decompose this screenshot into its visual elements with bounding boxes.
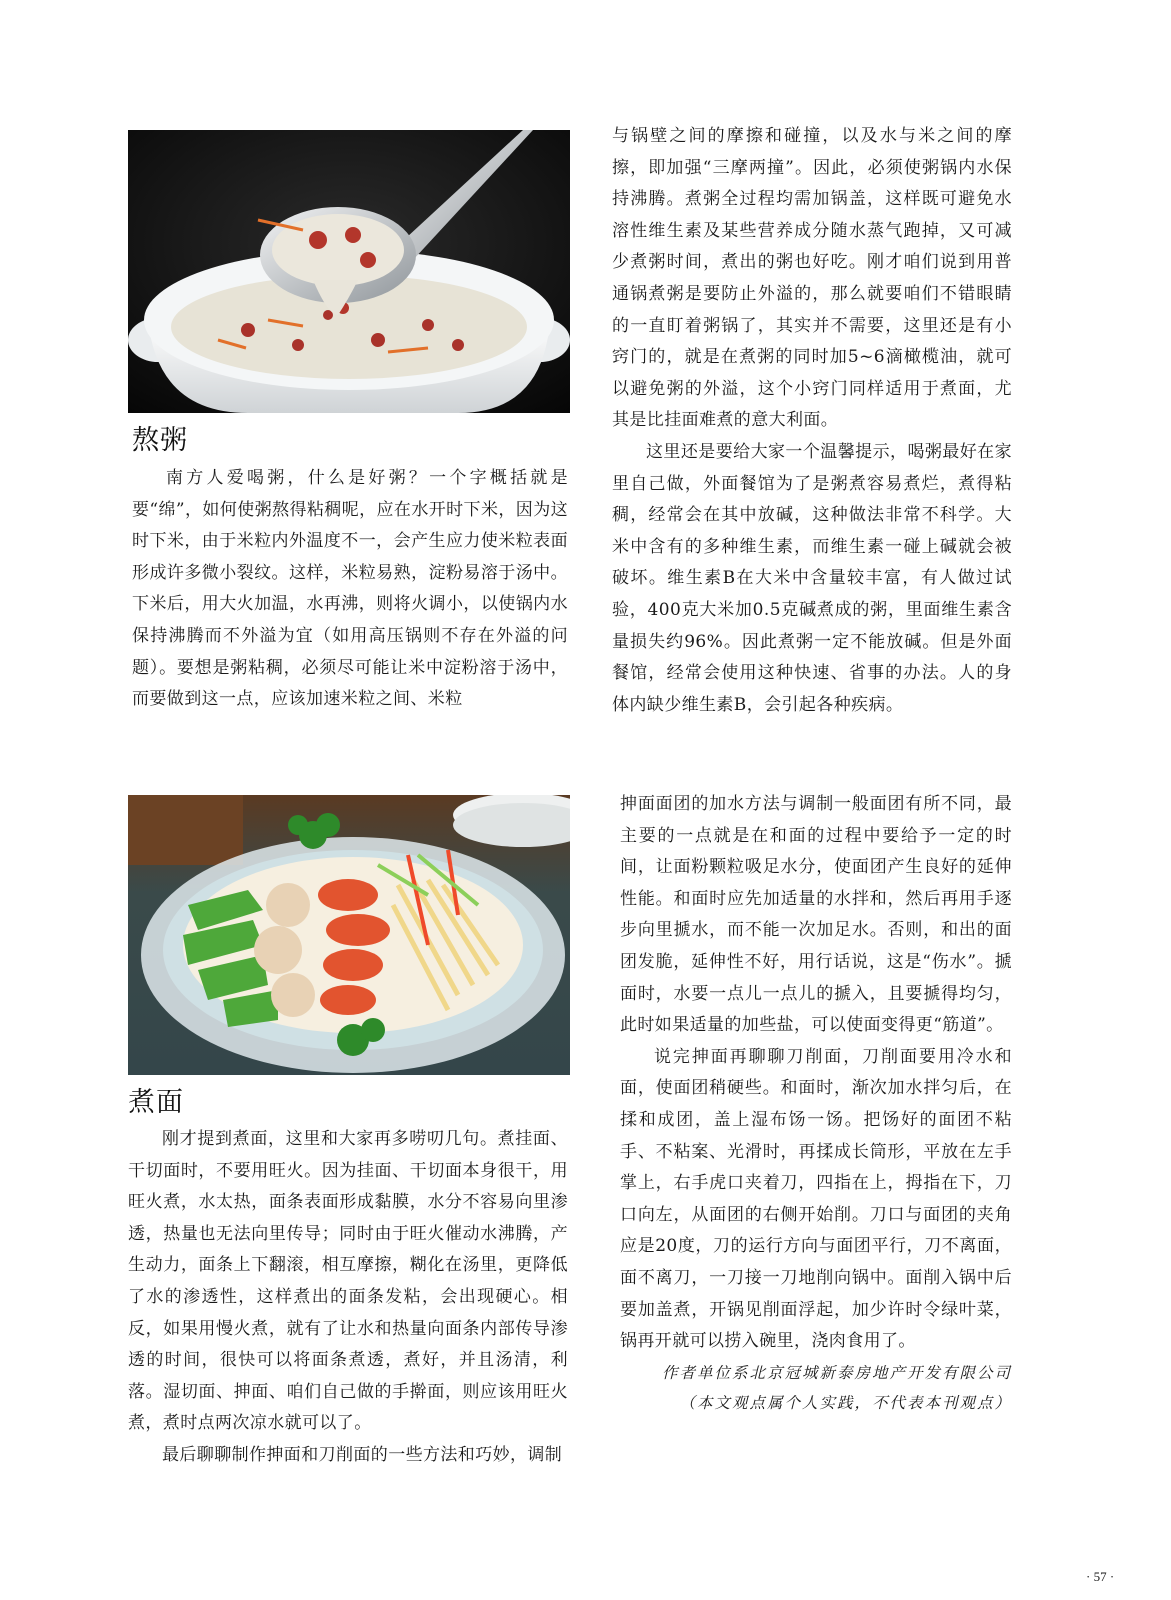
noodle-illustration	[128, 795, 570, 1075]
section2-right-column	[620, 789, 1012, 1418]
disclaimer: （本文观点属个人实践，不代表本刊观点）	[679, 1393, 1012, 1412]
section1-left-paragraph-1: 南方人爱喝粥，什么是好粥？一个字概括就是要“绵”，如何使粥熬得粘稠呢，应在水开时下米，因为这时下米，由于米粒内外温度不一，会产生应力使米粒表面形成许多微小裂纹。这样，米粒易熟，淀粉易溶于汤中。下米后，用大火加温，水再沸，则将火调小，以使锅内水保持沸腾而不外溢为宜（如用高压锅则不存在外溢的问题）。要想是粥粘稠，必须尽可能让米中淀粉溶于汤中，而要做到这一点，应该加速米粒之间、米粒	[132, 468, 568, 710]
page-number: · 57 ·	[1086, 1569, 1115, 1584]
section1-title: 熬粥	[132, 425, 188, 456]
section1-left-column	[132, 463, 568, 716]
noodle-platter-photo	[128, 795, 570, 1075]
section2-left-paragraph-1: 刚才提到煮面，这里和大家再多唠叨几句。煮挂面、干切面时，不要用旺火。因为挂面、干切面本身很干，用旺火煮，水太热，面条表面形成黏膜，水分不容易向里渗透，热量也无法向里传导；同时由于旺火催动水沸腾，产生动力，面条上下翻滚，相互摩擦，糊化在汤里，更降低了水的渗透性，这样煮出的面条发粘，会出现硬心。相反，如果用慢火煮，就有了让水和热量向面条内部传导渗透的时间，很快可以将面条煮透，煮好，并且汤清，利落。湿切面、抻面、咱们自己做的手擀面，则应该用旺火煮，煮时点两次凉水就可以了。	[128, 1129, 568, 1434]
section2-left-paragraph-2: 最后聊聊制作抻面和刀削面的一些方法和巧妙，调制	[162, 1444, 563, 1465]
section1-right-column	[612, 121, 1012, 721]
section2-title: 煮面	[128, 1087, 184, 1118]
section1-right-paragraph-2: 这里还是要给大家一个温馨提示，喝粥最好在家里自己做，外面餐馆为了是粥煮容易煮烂，煮得粘稠，经常会在其中放碱，这种做法非常不科学。大米中含有的多种维生素，而维生素一碰上碱就会被破坏。维生素B在大米中含量较丰富，有人做过试验，400克大米加0.5克碱煮成的粥，里面维生素含量损失约96%。因此煮粥一定不能放碱。但是外面餐馆，经常会使用这种快速、省事的办法。人的身体内缺少维生素B，会引起各种疾病。	[612, 441, 1012, 715]
section1-right-paragraph-1: 与锅壁之间的摩擦和碰撞，以及水与米之间的摩擦，即加强“三摩两撞”。因此，必须使粥锅内水保持沸腾。煮粥全过程均需加锅盖，这样既可避免水溶性维生素及某些营养成分随水蒸气跑掉，又可减少煮粥时间，煮出的粥也好吃。刚才咱们说到用普通锅煮粥是要防止外溢的，那么就要咱们不错眼睛的一直盯着粥锅了，其实并不需要，这里还是有小窍门的，就是在煮粥的同时加5~6滴橄榄油，就可以避免粥的外溢，这个小窍门同样适用于煮面，尤其是比挂面难煮的意大利面。	[612, 126, 1012, 431]
section2-right-paragraph-1: 抻面面团的加水方法与调制一般面团有所不同，最主要的一点就是在和面的过程中要给予一定的时间，让面粉颗粒吸足水分，使面团产生良好的延伸性能。和面时应先加适量的水拌和，然后再用手逐步向里搋水，而不能一次加足水。否则，和出的面团发脆，延伸性不好，用行话说，这是“伤水”。搋面时，水要一点儿一点儿的搋入，且要搋得均匀，此时如果适量的加些盐，可以使面变得更“筋道”。	[620, 794, 1012, 1036]
congee-illustration	[128, 130, 570, 413]
section2-right-paragraph-2: 说完抻面再聊聊刀削面，刀削面要用冷水和面，使面团稍硬些。和面时，渐次加水拌匀后，在揉和成团，盖上湿布饧一饧。把饧好的面团不粘手、不粘案、光滑时，再揉成长筒形，平放在左手掌上，右手虎口夹着刀，四指在上，拇指在下，刀口向左，从面团的右侧开始削。刀口与面团的夹角应是20度，刀的运行方向与面团平行，刀不离面，面不离刀，一刀接一刀地削向锅中。面削入锅中后要加盖煮，开锅见削面浮起，加少许时令绿叶菜，锅再开就可以捞入碗里，浇肉食用了。	[620, 1046, 1012, 1352]
author-affiliation: 作者单位系北京冠城新泰房地产开发有限公司	[661, 1363, 1012, 1382]
congee-photo	[128, 130, 570, 413]
section2-left-column	[128, 1124, 568, 1472]
